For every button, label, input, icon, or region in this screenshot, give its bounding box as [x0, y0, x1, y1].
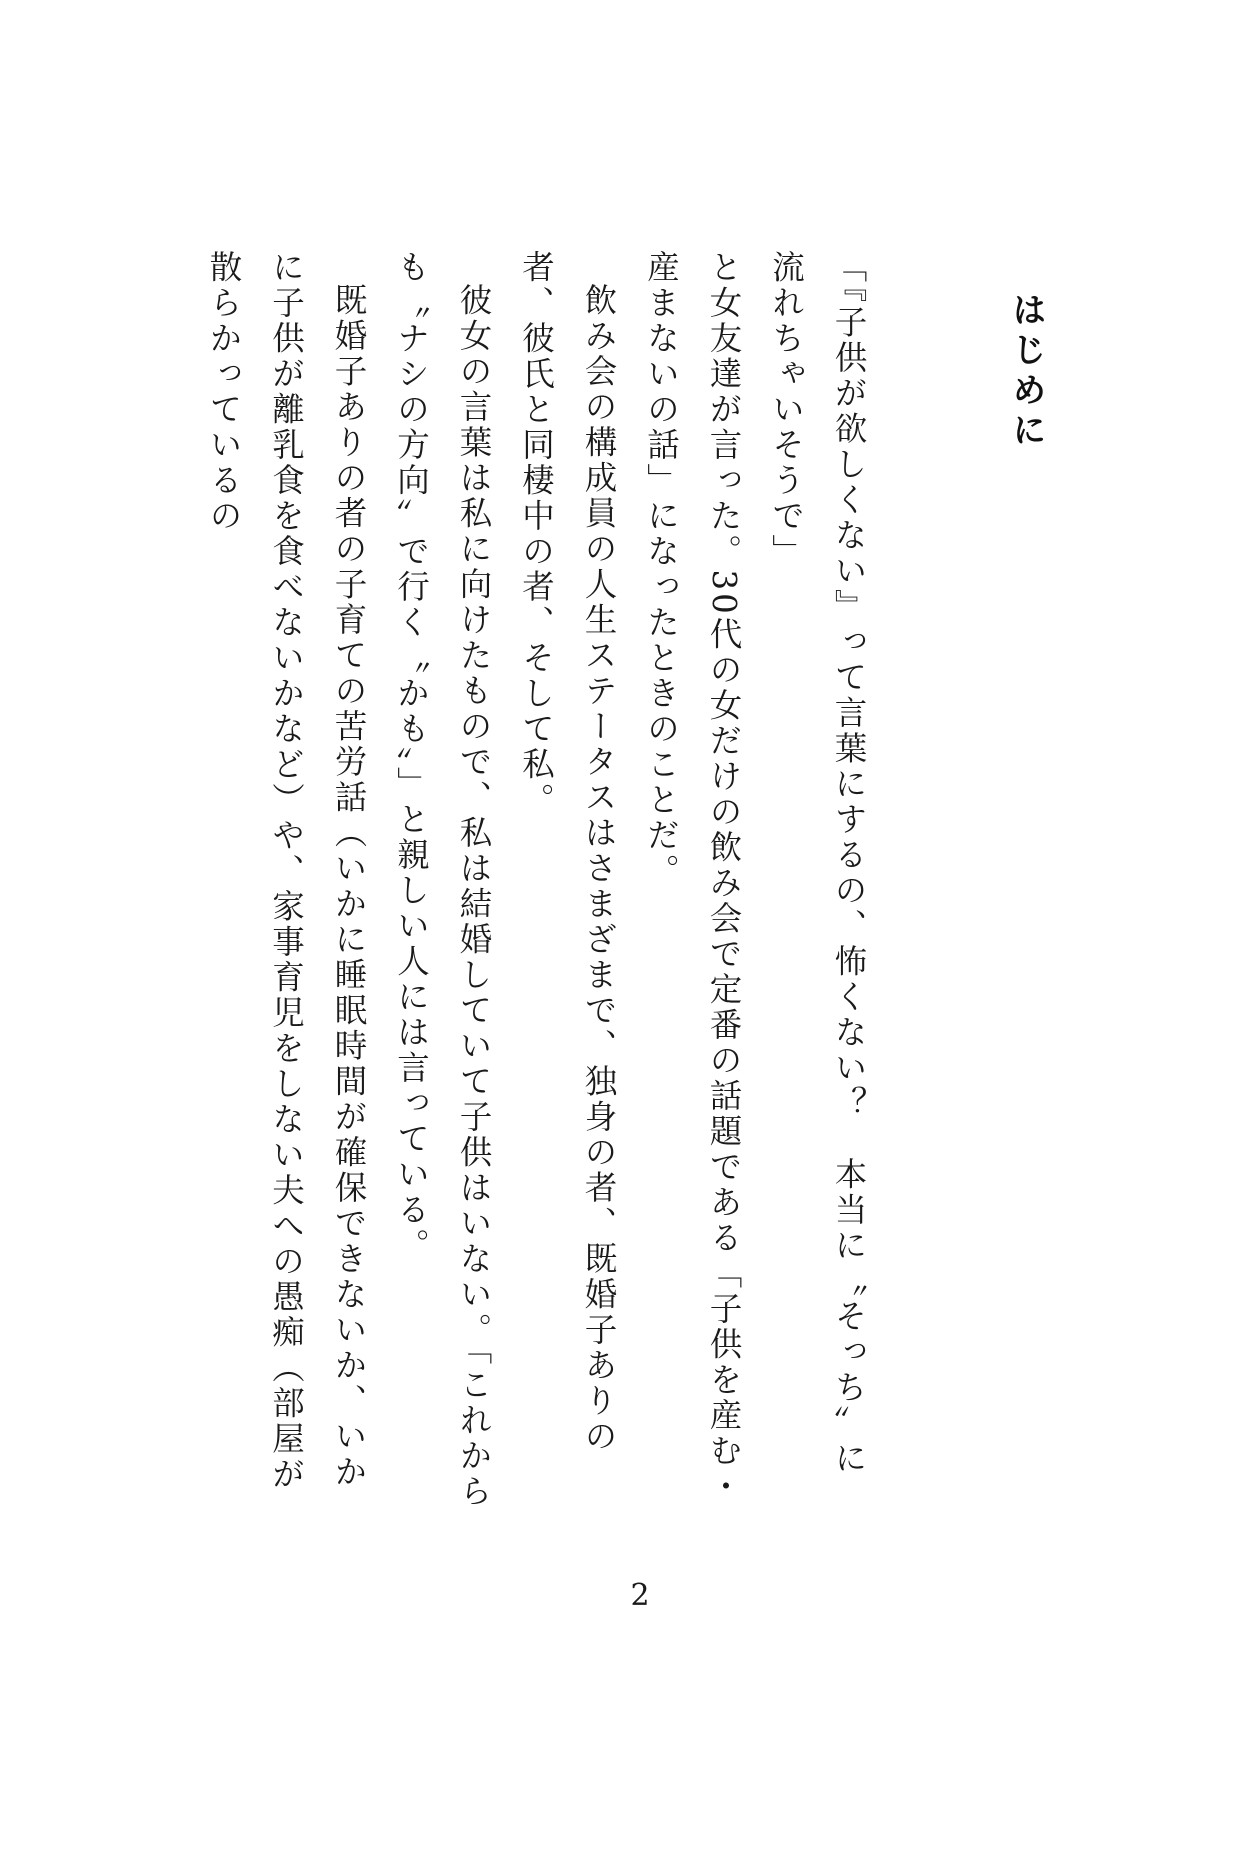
body-text: [190, 250, 880, 1510]
paragraph-5: 既婚子ありの者の子育ての苦労話（いかに睡眠時間が確保できないか、いかに子供が離乳食を食べないかなど）や、家事育児をしない夫への愚痴（部屋が散らかっているの: [205, 250, 368, 1493]
paragraph-3: 飲み会の構成員の人生ステータスはさまざまで、独身の者、既婚子ありの者、彼氏と同棲中の者、そして私。: [517, 250, 618, 1454]
paragraph-2: と女友達が言った。30代の女だけの飲み会で定番の話題である「子供を産む・産まないの話」になったときのことだ。: [642, 250, 743, 1505]
page-number: 2: [630, 1578, 650, 1613]
paragraph-4: 彼女の言葉は私に向けたもので、私は結婚していて子供はいない。「これからも〝ナシの方向〟で行く〝かも〟」と親しい人には言っている。: [392, 250, 493, 1509]
paragraph-1: 「『子供が欲しくない』って言葉にするの、怖くない？ 本当に〝そっち〟に流れちゃいそうで」: [767, 250, 868, 1477]
chapter-heading: はじめに: [1006, 292, 1046, 452]
